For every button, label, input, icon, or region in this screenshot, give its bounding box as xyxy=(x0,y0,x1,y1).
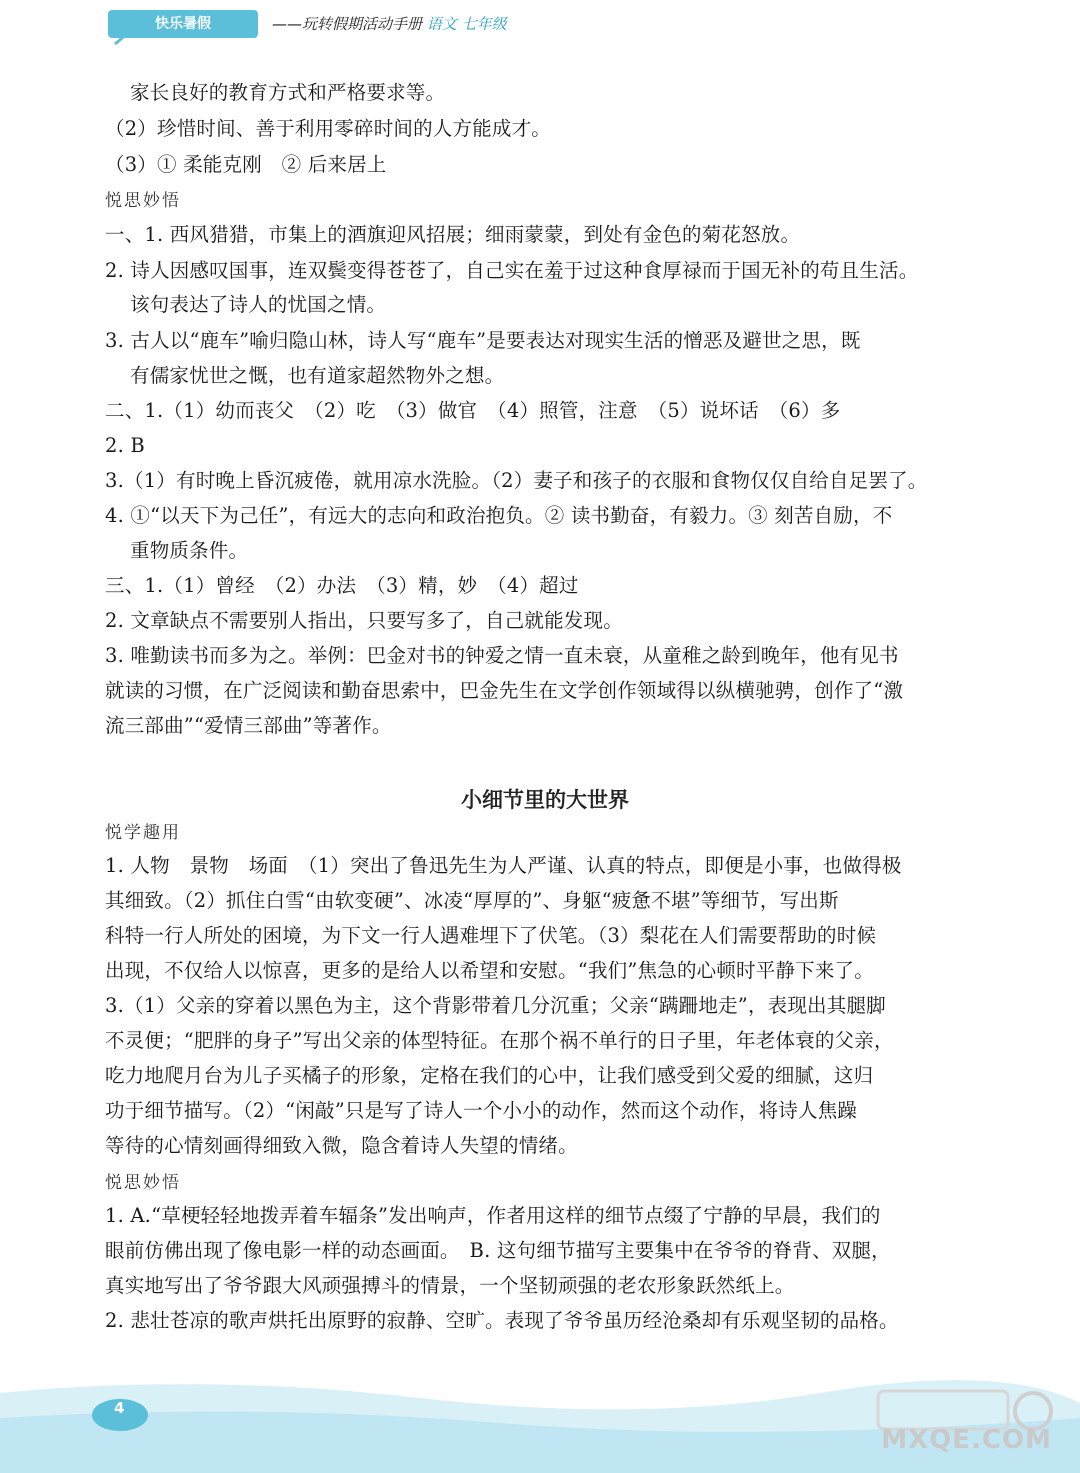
section-heading: 悦思妙悟 xyxy=(105,191,181,211)
answer-line: 一、1. 西风猎猎，市集上的酒旗迎风招展；细雨蒙蒙，到处有金色的菊花怒放。 xyxy=(105,223,801,246)
answer-line: 2. 诗人因感叹国事，连双鬓变得苍苍了，自己实在羞于过这种食厚禄而于国无补的苟且生活。 xyxy=(105,259,919,282)
answer-line: 重物质条件。 xyxy=(130,539,249,562)
handbook-title: ——玩转假期活动手册 xyxy=(272,15,423,33)
answer-line: 3. 唯勤读书而多为之。举例：巴金对书的钟爱之情一直未衰，从童稚之龄到晚年，他有见书 xyxy=(105,644,899,667)
answer-line: （3）① 柔能克刚 ② 后来居上 xyxy=(105,153,387,176)
answer-line: 其细致。（2）抓住白雪“由软变硬”、冰凌“厚厚的”、身躯“疲惫不堪”等细节，写出斯 xyxy=(105,889,839,912)
header-subtitle xyxy=(272,13,507,34)
section-title: 小细节里的大世界 xyxy=(461,788,629,812)
answer-line: 三、1.（1）曾经 （2）办法 （3）精，妙 （4）超过 xyxy=(105,574,579,597)
book-logo: 快乐暑假 xyxy=(108,10,258,38)
answer-line: 1. 人物 景物 场面 （1）突出了鲁迅先生为人严谨、认真的特点，即便是小事，也做得极 xyxy=(105,854,902,877)
answer-line: 4. ①“以天下为己任”，有远大的志向和政治抱负。② 读书勤奋，有毅力。③ 刻苦自励，不 xyxy=(105,504,893,527)
answer-line: 眼前仿佛出现了像电影一样的动态画面。 B. 这句细节描写主要集中在爷爷的脊背、双腿， xyxy=(105,1239,891,1262)
answer-line: 该句表达了诗人的忧国之情。 xyxy=(130,293,387,316)
subject-label: 语文 七年级 xyxy=(426,15,507,33)
answer-line: 等待的心情刻画得细致入微，隐含着诗人失望的情绪。 xyxy=(105,1134,578,1157)
answer-line: 二、1.（1）幼而丧父 （2）吃 （3）做官 （4）照管，注意 （5）说坏话 （6）多 xyxy=(105,399,841,422)
answer-line: 有儒家忧世之慨，也有道家超然物外之想。 xyxy=(130,364,505,387)
answer-line: 1. A.“草梗轻轻地拨弄着车辐条”发出响声，作者用这样的细节点缀了宁静的早晨，我们的 xyxy=(105,1204,881,1227)
answer-line: 3.（1）有时晚上昏沉疲倦，就用凉水洗脸。（2）妻子和孩子的衣服和食物仅仅自给自足罢了。 xyxy=(105,469,928,492)
answer-line: 2. 文章缺点不需要别人指出，只要写多了，自己就能发现。 xyxy=(105,609,623,632)
answer-line: 功于细节描写。（2）“闲敲”只是写了诗人一个小小的动作，然而这个动作，将诗人焦躁 xyxy=(105,1099,858,1122)
answer-line: 2. B xyxy=(105,434,145,457)
answer-line: 3. 古人以“鹿车”喻归隐山林，诗人写“鹿车”是要表达对现实生活的憎恶及避世之思，既 xyxy=(105,329,861,352)
answer-line: 家长良好的教育方式和严格要求等。 xyxy=(130,81,446,104)
answer-line: （2）珍惜时间、善于利用零碎时间的人方能成才。 xyxy=(105,117,552,140)
answer-line: 2. 悲壮苍凉的歌声烘托出原野的寂静、空旷。表现了爷爷虽历经沧桑却有乐观坚韧的品格。 xyxy=(105,1309,899,1332)
answer-line: 就读的习惯，在广泛阅读和勤奋思索中，巴金先生在文学创作领域得以纵横驰骋，创作了“激 xyxy=(105,679,904,702)
page-header xyxy=(0,0,1080,62)
page-number: 4 xyxy=(114,1399,125,1417)
page-footer xyxy=(0,1363,1080,1473)
answer-line: 流三部曲”“爱情三部曲”等著作。 xyxy=(105,714,392,737)
section-heading: 悦思妙悟 xyxy=(105,1173,181,1193)
watermark-text: MXQE.COM xyxy=(881,1425,1052,1455)
section-heading: 悦学趣用 xyxy=(105,823,181,843)
answer-line: 出现，不仅给人以惊喜，更多的是给人以希望和安慰。“我们”焦急的心顿时平静下来了。 xyxy=(105,959,874,982)
answer-line: 科特一行人所处的困境，为下文一行人遇难埋下了伏笔。（3）梨花在人们需要帮助的时候 xyxy=(105,924,877,947)
answer-line: 3.（1）父亲的穿着以黑色为主，这个背影带着几分沉重；父亲“蹒跚地走”，表现出其腿脚 xyxy=(105,994,886,1017)
answer-line: 吃力地爬月台为儿子买橘子的形象，定格在我们的心中，让我们感受到父爱的细腻，这归 xyxy=(105,1064,874,1087)
answer-line: 不灵便；“肥胖的身子”写出父亲的体型特征。在那个祸不单行的日子里，年老体衰的父亲， xyxy=(105,1029,894,1052)
answer-line: 真实地写出了爷爷跟大风顽强搏斗的情景，一个坚韧顽强的老农形象跃然纸上。 xyxy=(105,1274,795,1297)
